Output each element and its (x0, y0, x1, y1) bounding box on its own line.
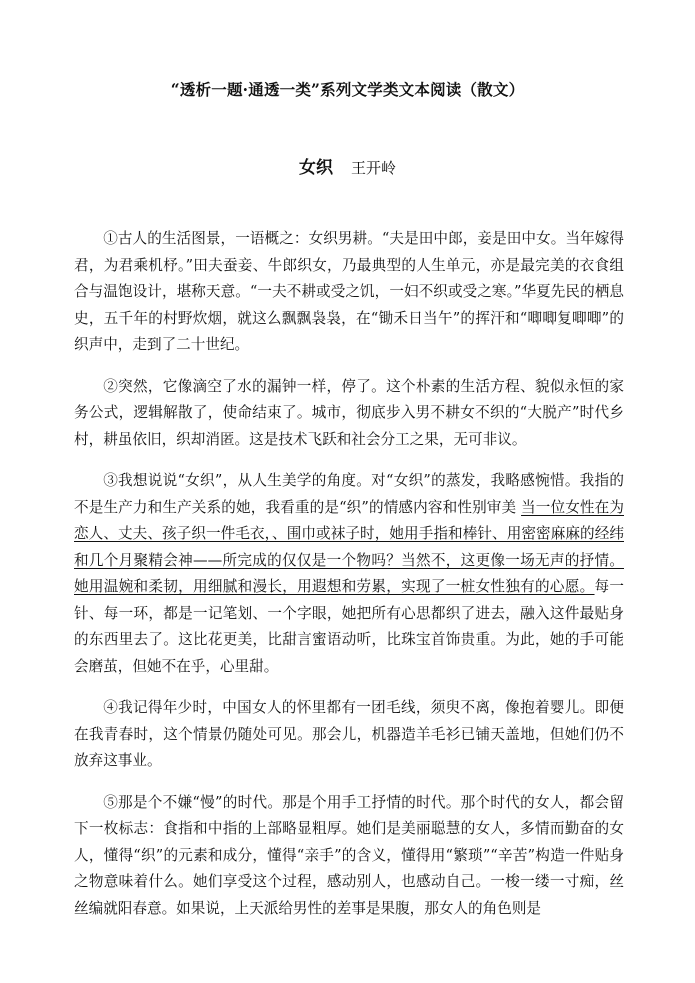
paragraph-5: ⑤那是个不嫌“慢”的时代。那是个用手工抒情的时代。那个时代的女人，都会留下一枚标志：食指和中指的上部略显粗厚。她们是美丽聪慧的女人，多情而勤奋的女人，懂得“织”的元素和成分，懂得“亲手”的含义，懂得用“繁琐”“辛苦”构造一件贴身之物意味着什么。她们享受这个过程，感动别人，也感动自己。一梭一缕一寸痴，丝丝编就阳春意。如果说，上天派给男性的差事是果腹，那女人的角色则是 (74, 793, 624, 917)
paragraph-3-lead: ③我想说说“女织”，从人生美学的角度。对“女织”的蒸发，我略感惋惜。我指的不是生产力和生产关系的她，我看重的是“织”的情感内容和性别审美 (74, 472, 624, 516)
paragraph-3 (74, 468, 624, 680)
essay-title: 女织 (298, 158, 333, 178)
essay-body (74, 226, 624, 937)
paragraph-1: ①古人的生活图景，一语概之：女织男耕。“夫是田中郎，妾是田中女。当年嫁得君，为君乘机杼。”田夫蚕妾、牛郎织女，乃最典型的人生单元，亦是最完美的衣食组合与温饱设计，堪称天意。“一夫不耕或受之饥，一妇不织或受之寒。”华夏先民的栖息史，五千年的村野炊烟，就这么飘飘袅袅，在“锄禾日当午”的挥汗和“唧唧复唧唧”的织声中，走到了二十世纪。 (74, 230, 624, 353)
paragraph-3-tail: 每一针、每一环，都是一记笔划、一个字眼，她把所有心思都织了进去，融入这件最贴身的东西里去了。这比花更美，比甜言蜜语动听，比珠宝首饰贵重。为此，她的手可能会磨茧，但她不在乎，心里甜。 (74, 578, 624, 675)
document-title: “透析一题·通透一类”系列文学类文本阅读（散文） (170, 80, 525, 99)
essay-author: 王开岭 (350, 159, 396, 177)
paragraph-4: ④我记得年少时，中国女人的怀里都有一团毛线，须臾不离，像抱着婴儿。即便在我青春时，这个情景仍随处可见。那会儿，机器造羊毛衫已铺天盖地，但她们仍不放弃这事业。 (74, 699, 624, 769)
paragraph-2: ②突然，它像滴空了水的漏钟一样，停了。这个朴素的生活方程、貌似永恒的家务公式，逻辑解散了，使命结束了。城市，彻底步入男不耕女不织的“大脱产”时代乡村，耕虽依旧，织却消匿。这是技术飞跃和社会分工之果，无可非议。 (74, 377, 624, 448)
underlined-passage: 当一位女性在为恋人、丈夫、孩子织一件毛衣，、围巾或袜子时，她用手指和棒针、用密密麻麻的经纬和几个月聚精会神——所完成的仅仅是一个物吗？当然不，这更像一场无声的抒情。她用温婉和柔韧，用细腻和漫长，用遐想和劳累，实现了一桩女性独有的心愿。 (74, 498, 624, 595)
essay-heading (0, 153, 695, 178)
